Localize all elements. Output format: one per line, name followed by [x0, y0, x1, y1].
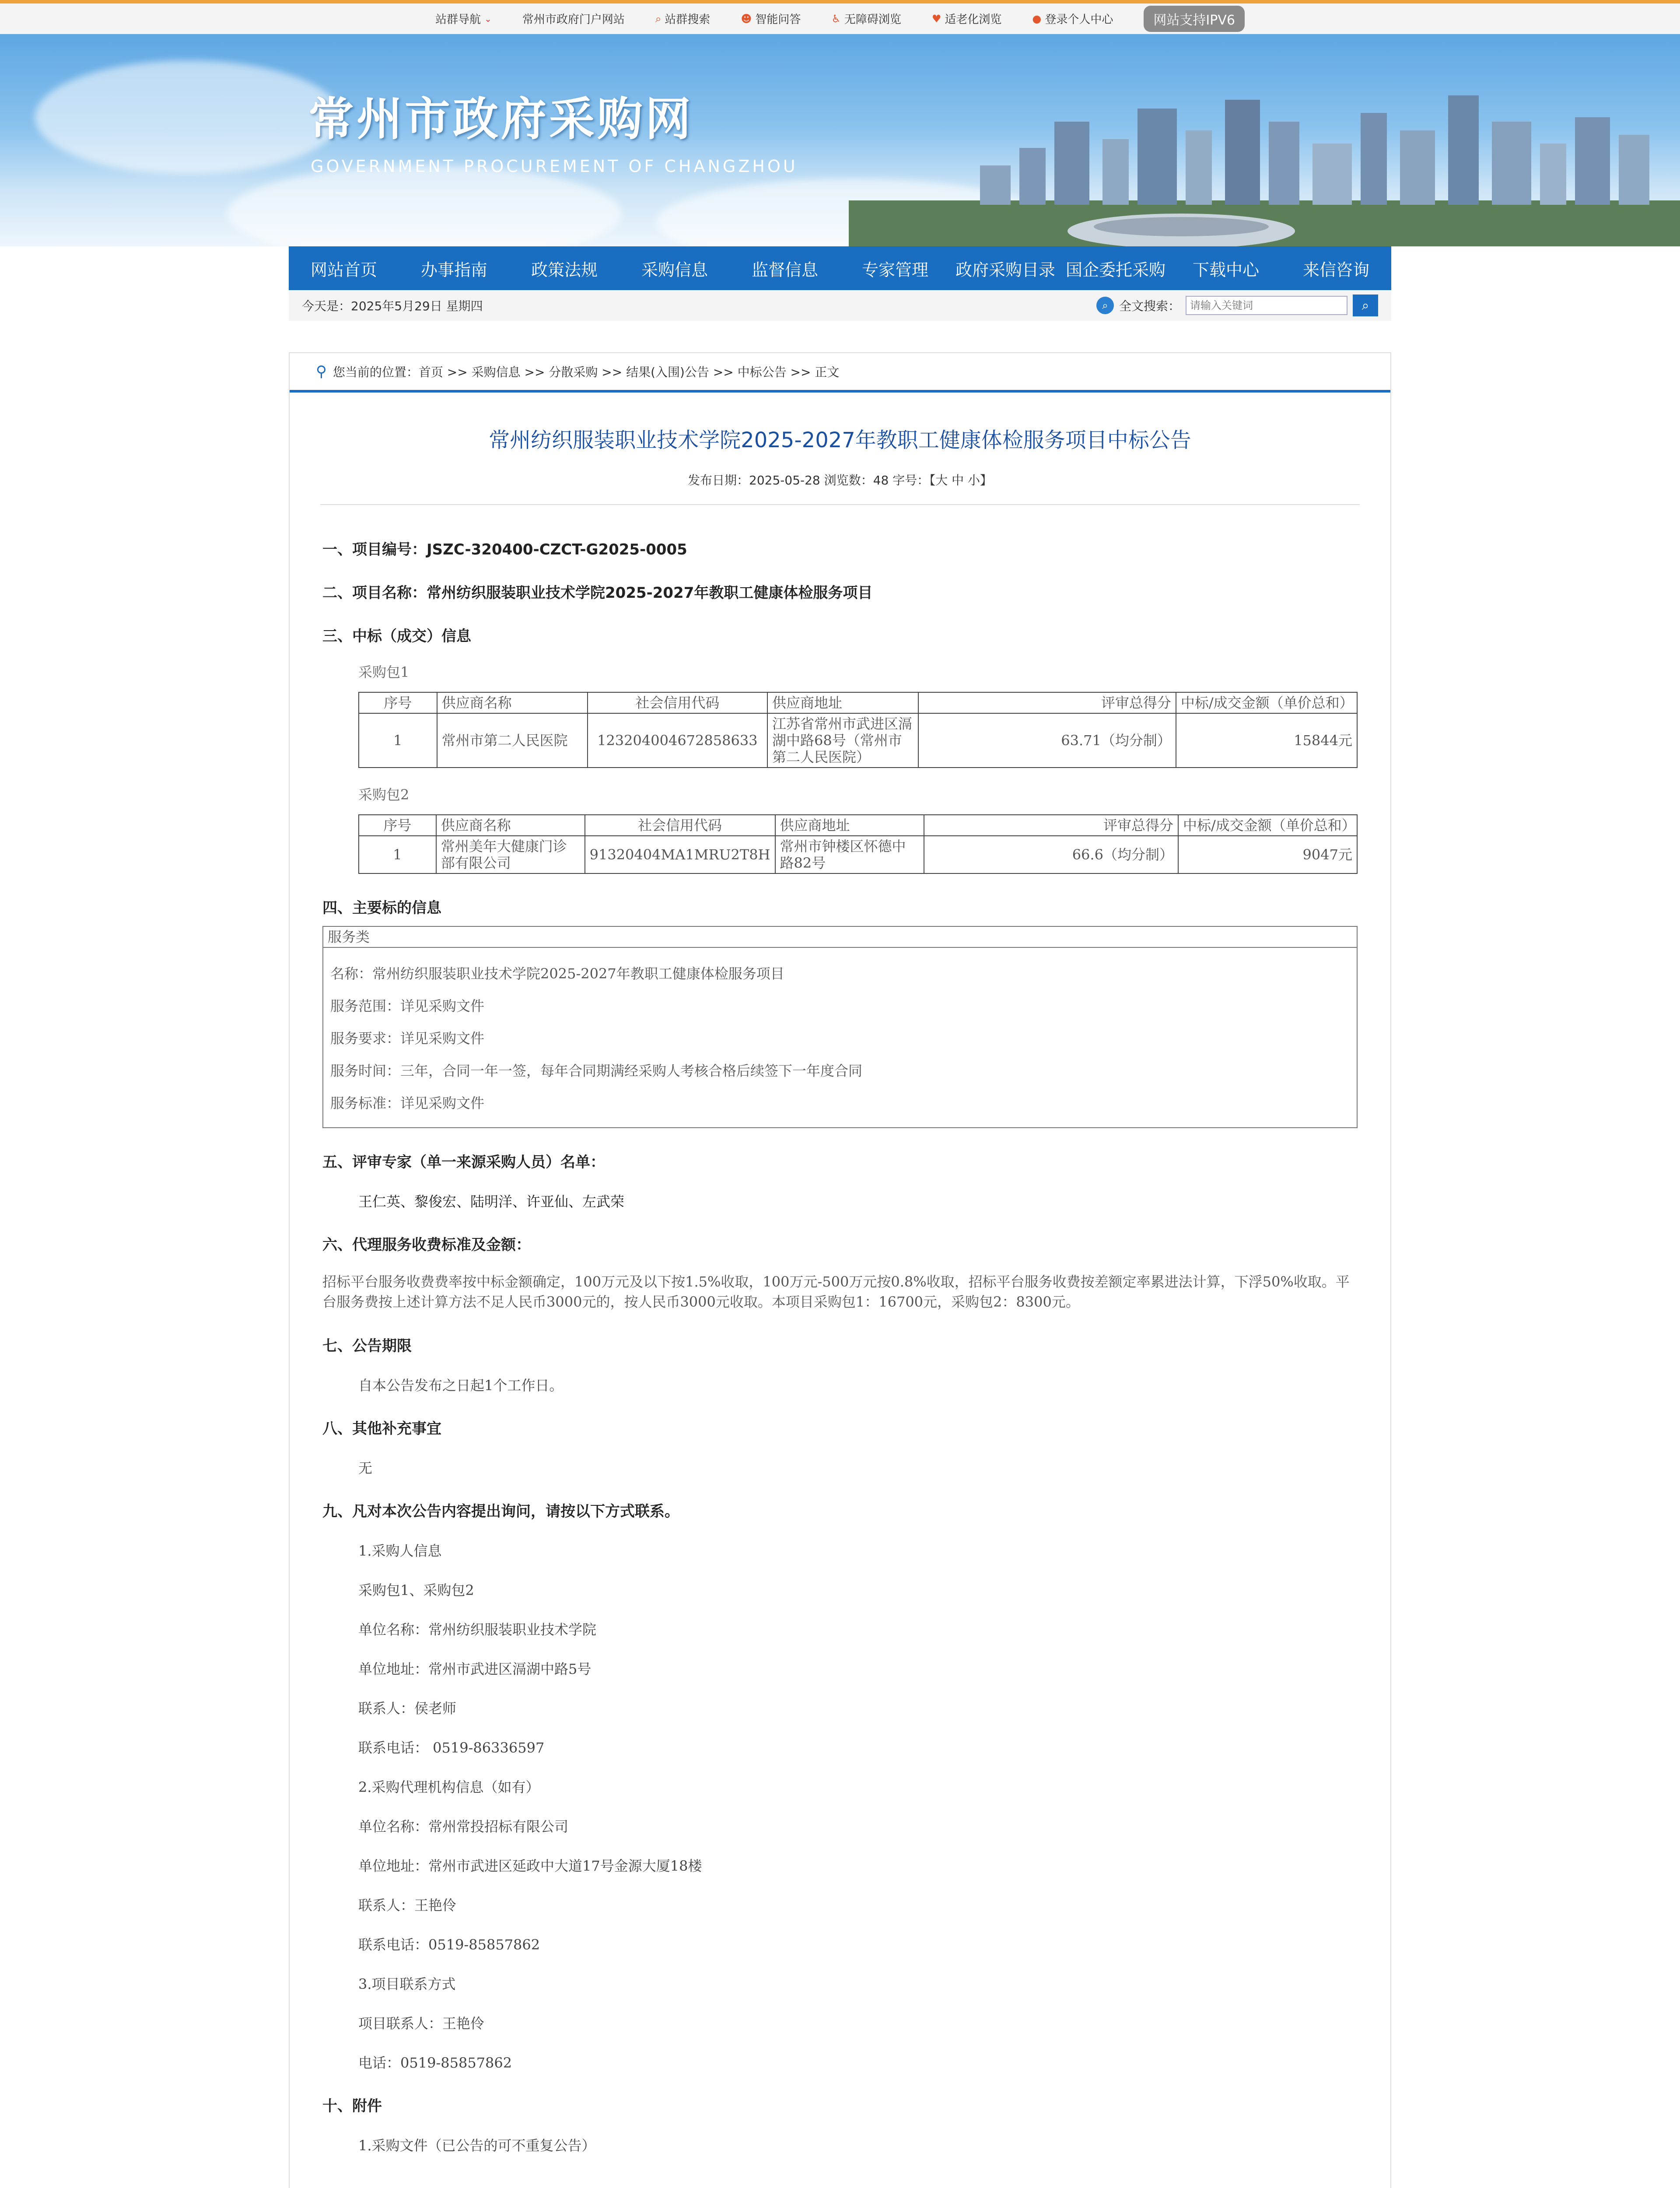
contact-line: 单位地址：常州市武进区滆湖中路5号 [358, 1661, 592, 1677]
contact-line: 联系电话： 0519-86336597 [358, 1739, 545, 1756]
cell-credit-code: 123204004672858633 [588, 713, 767, 768]
cell-supplier: 常州市第二人民医院 [437, 713, 588, 768]
contact-line: 电话：0519-85857862 [358, 2055, 512, 2071]
package-2-table [358, 814, 1358, 874]
expert-list: 王仁英、黎俊宏、陆明洋、许亚仙、左武荣 [358, 1193, 625, 1210]
city-skyline-image [849, 34, 1680, 246]
main-subject-line: 服务标准：详见采购文件 [330, 1095, 485, 1112]
main-nav [289, 246, 1391, 290]
nav-procurement-info[interactable]: 采购信息 [641, 260, 708, 280]
article-body [290, 537, 1390, 2155]
section-project-number: 一、项目编号：JSZC-320400-CZCT-G2025-0005 [322, 541, 687, 558]
gov-portal-label: 常州市政府门户网站 [522, 13, 625, 26]
contact-line: 单位名称：常州纺织服装职业技术学院 [358, 1621, 597, 1638]
site-group-nav-label: 站群导航 [435, 13, 481, 26]
search-label: 全文搜索： [1119, 299, 1180, 313]
smart-qa-link[interactable] [741, 11, 801, 27]
contact-line: 2.采购代理机构信息（如有） [358, 1779, 540, 1795]
site-title: 常州市政府采购网 [308, 92, 694, 146]
robot-icon: ☻ [741, 12, 752, 25]
main-subject-table [322, 926, 1358, 1128]
site-group-search-label: 站群搜索 [665, 13, 710, 26]
section-project-name: 二、项目名称：常州纺织服装职业技术学院2025-2027年教职工健康体检服务项目 [322, 584, 873, 602]
section-attachments: 十、附件 [322, 2097, 382, 2115]
nav-home[interactable]: 网站首页 [310, 260, 377, 280]
elder-icon: ♥ [931, 12, 942, 25]
top-utility-links [284, 6, 1396, 32]
search-input[interactable] [1186, 296, 1348, 315]
ipv6-badge: 网站支持IPV6 [1144, 6, 1245, 32]
col-credit-code: 社会信用代码 [588, 692, 767, 713]
nav-soe-procurement[interactable]: 国企委托采购 [1065, 260, 1166, 280]
col-index: 序号 [359, 692, 437, 713]
cell-address: 江苏省常州市武进区滆湖中路68号（常州市第二人民医院） [767, 713, 918, 768]
table-row [359, 713, 1357, 768]
article-title: 常州纺织服装职业技术学院2025-2027年教职工健康体检服务项目中标公告 [489, 428, 1191, 452]
article-meta: 发布日期：2025-05-28 浏览数：48 字号：【大 中 小】 [320, 471, 1360, 505]
col-supplier: 供应商名称 [436, 815, 585, 836]
contact-line: 采购包1、采购包2 [358, 1582, 474, 1599]
nav-supervision[interactable]: 监督信息 [751, 260, 818, 280]
accessibility-link[interactable] [831, 11, 901, 27]
col-score: 评审总得分 [918, 692, 1176, 713]
cell-index: 1 [359, 836, 436, 873]
col-amount: 中标/成交金额（单价总和） [1176, 692, 1357, 713]
user-icon: ● [1032, 12, 1042, 25]
elder-mode-link[interactable] [932, 11, 1002, 27]
site-group-nav-link[interactable] [435, 11, 492, 27]
other-matters-text: 无 [358, 1460, 373, 1476]
section-main-subject: 四、主要标的信息 [322, 899, 441, 917]
cell-amount: 9047元 [1178, 836, 1357, 873]
col-amount: 中标/成交金额（单价总和） [1178, 815, 1357, 836]
nav-guide[interactable]: 办事指南 [420, 260, 487, 280]
top-utility-bar [0, 0, 1680, 34]
table-header-row [359, 815, 1357, 836]
cell-index: 1 [359, 713, 437, 768]
contact-line: 单位名称：常州常投招标有限公司 [358, 1818, 569, 1835]
main-subject-line: 服务范围：详见采购文件 [330, 998, 485, 1014]
nav-downloads[interactable]: 下载中心 [1192, 260, 1259, 280]
accessibility-icon: ♿ [831, 12, 841, 25]
cell-credit-code: 91320404MA1MRU2T8H [585, 836, 775, 873]
contact-line: 联系人：王艳伶 [358, 1897, 457, 1914]
contact-line: 3.项目联系方式 [358, 1976, 456, 1992]
breadcrumb-text[interactable]: 您当前的位置：首页 >> 采购信息 >> 分散采购 >> 结果(入围)公告 >> 中标公告 >> 正文 [332, 365, 840, 379]
col-supplier: 供应商名称 [437, 692, 588, 713]
cell-score: 63.71（均分制） [918, 713, 1176, 768]
contact-line: 联系电话：0519-85857862 [358, 1936, 540, 1953]
attachments-note: 1.采购文件（已公告的可不重复公告） [358, 2137, 596, 2154]
section-agency-fee: 六、代理服务收费标准及金额： [322, 1236, 531, 1254]
main-subject-line: 服务要求：详见采购文件 [330, 1030, 485, 1047]
login-center-label: 登录个人中心 [1045, 13, 1113, 26]
section-contact: 九、凡对本次公告内容提出询问，请按以下方式联系。 [322, 1503, 679, 1520]
date-search-bar [289, 290, 1391, 321]
col-address: 供应商地址 [767, 692, 918, 713]
breadcrumb [290, 353, 1390, 393]
cell-supplier: 常州美年大健康门诊部有限公司 [436, 836, 585, 873]
main-subject-header: 服务类 [323, 926, 1357, 947]
site-banner [0, 34, 1680, 246]
today-date: 今天是：2025年5月29日 星期四 [302, 299, 483, 313]
search-button[interactable]: ⌕ [1353, 295, 1378, 316]
cell-amount: 15844元 [1176, 713, 1357, 768]
elder-mode-label: 适老化浏览 [945, 13, 1002, 26]
cell-address: 常州市钟楼区怀德中路82号 [775, 836, 924, 873]
site-subtitle: GOVERNMENT PROCUREMENT OF CHANGZHOU [311, 157, 798, 176]
site-group-search-link[interactable] [655, 11, 710, 27]
main-subject-line: 服务时间：三年，合同一年一签，每年合同期满经采购人考核合格后续签下一年度合同 [330, 1062, 863, 1079]
section-award-info: 三、中标（成交）信息 [322, 628, 471, 645]
table-header-row [359, 692, 1357, 713]
caret-down-icon: ⌄ [484, 13, 492, 24]
contact-line: 单位地址：常州市武进区延政中大道17号金源大厦18楼 [358, 1858, 702, 1874]
cell-score: 66.6（均分制） [924, 836, 1178, 873]
col-index: 序号 [359, 815, 436, 836]
package-1-table [358, 692, 1358, 768]
package-2-label: 采购包2 [358, 786, 410, 803]
nav-letters[interactable]: 来信咨询 [1302, 260, 1369, 280]
package-1-label: 采购包1 [358, 664, 410, 680]
gov-portal-link[interactable] [522, 11, 625, 27]
fulltext-search [1096, 295, 1378, 316]
notice-period-text: 自本公告发布之日起1个工作日。 [358, 1377, 564, 1394]
section-other-matters: 八、其他补充事宜 [322, 1420, 441, 1438]
col-credit-code: 社会信用代码 [585, 815, 775, 836]
contact-line: 联系人：侯老师 [358, 1700, 457, 1717]
col-address: 供应商地址 [775, 815, 924, 836]
col-score: 评审总得分 [924, 815, 1178, 836]
nav-experts[interactable]: 专家管理 [861, 260, 928, 280]
contact-line: 项目联系人：王艳伶 [358, 2015, 485, 2032]
table-row [359, 836, 1357, 873]
nav-catalog[interactable]: 政府采购目录 [955, 260, 1055, 280]
smart-qa-label: 智能问答 [755, 13, 801, 26]
main-subject-line: 名称：常州纺织服装职业技术学院2025-2027年教职工健康体检服务项目 [330, 965, 784, 982]
login-center-link[interactable] [1032, 11, 1113, 27]
search-icon: ⌕ [655, 12, 662, 25]
article-container [289, 352, 1391, 2188]
location-pin-icon: ⚲ [316, 363, 327, 380]
nav-policy[interactable]: 政策法规 [531, 260, 598, 280]
accessibility-label: 无障碍浏览 [844, 13, 901, 26]
section-notice-period: 七、公告期限 [322, 1337, 412, 1355]
main-subject-details [323, 947, 1357, 1128]
search-icon: ⌕ [1096, 297, 1114, 314]
agency-fee-text: 招标平台服务收费费率按中标金额确定，100万元及以下按1.5%收取，100万元-500万元按0.8%收取，招标平台服务收费按差额定率累进法计算，下浮50%收取。平台服务费按上述计算方法不足人民币3000元的，按人民币3000元收取。本项目采购包1：16700元，采购包2：8300元。 [322, 1273, 1350, 1310]
section-experts: 五、评审专家（单一来源采购人员）名单： [322, 1154, 605, 1171]
contact-line: 1.采购人信息 [358, 1543, 442, 1559]
